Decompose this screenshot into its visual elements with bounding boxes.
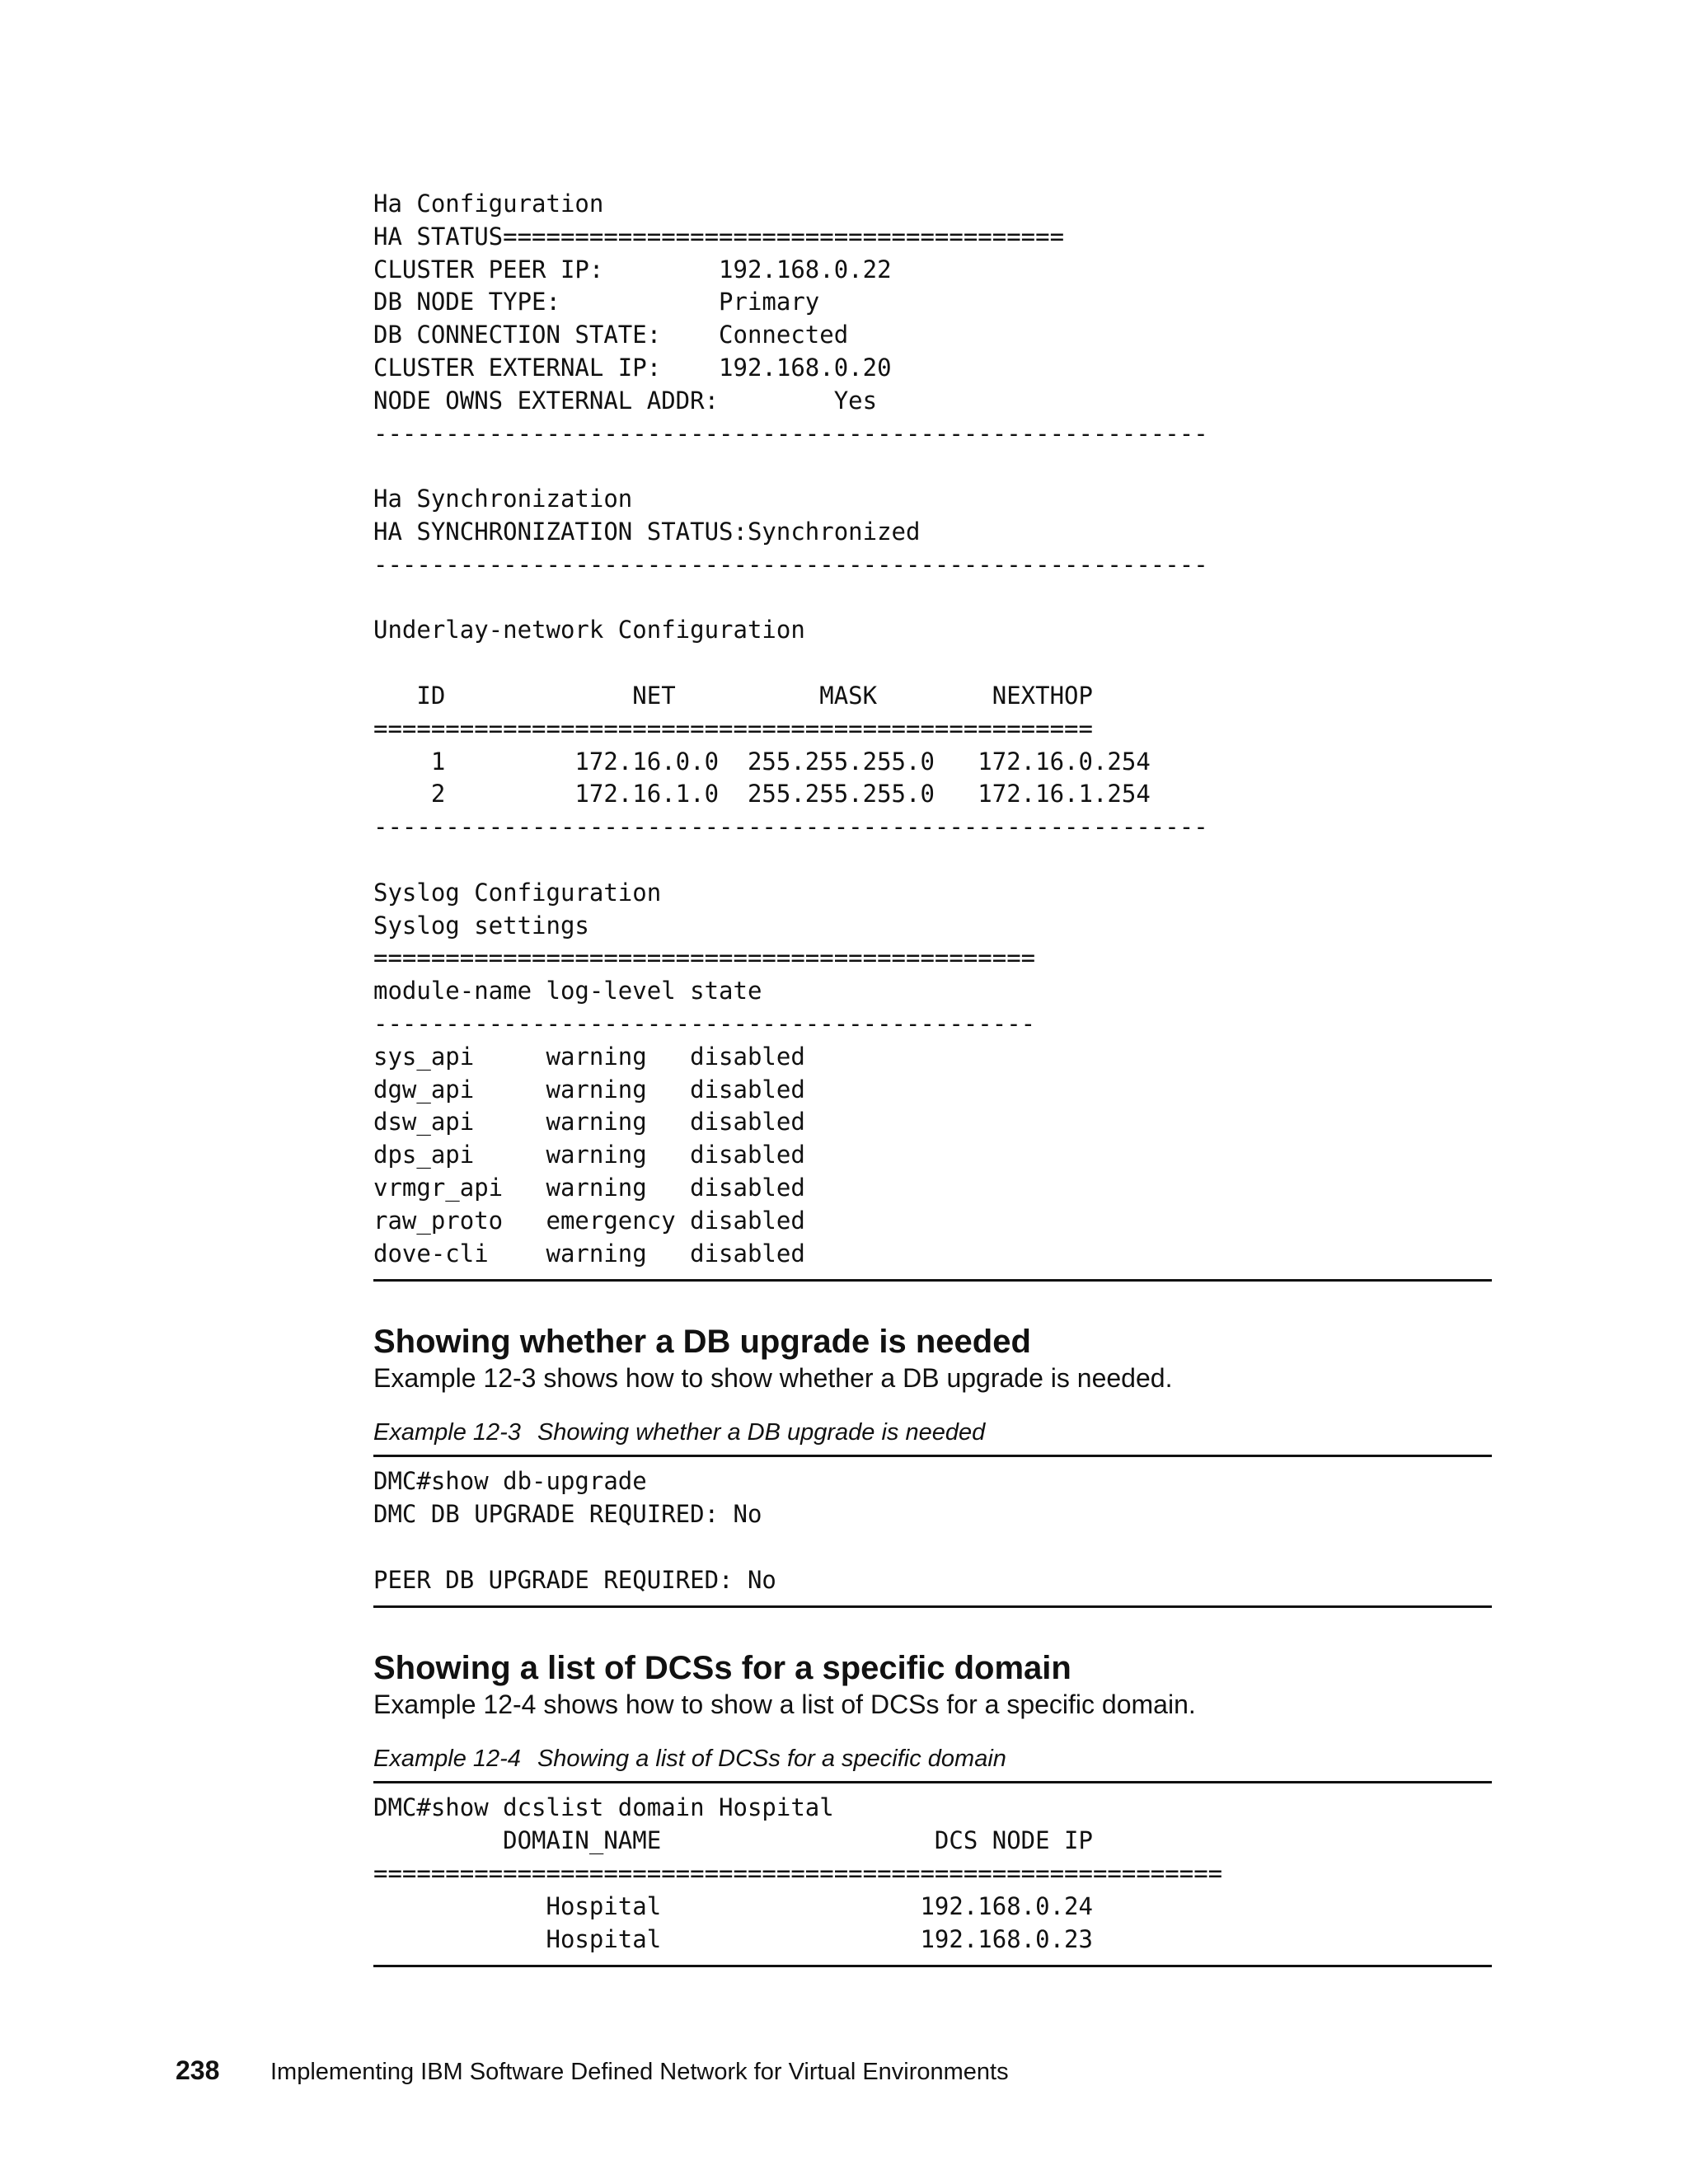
example-bottom-rule [373, 1965, 1492, 1967]
caption-title: Showing whether a DB upgrade is needed [537, 1419, 986, 1446]
example-caption-12-4 [373, 1744, 1492, 1774]
caption-label: Example 12-4 [373, 1746, 521, 1773]
code-block-dcs-list: DMC#show dcslist domain Hospital DOMAIN_NAME DCS NODE IP =========================================================== Hospital 192.168.0.24 Hospital 192.168.0.23 [373, 1793, 1223, 1953]
page-content [373, 188, 1492, 1967]
code-block-db-upgrade: DMC#show db-upgrade DMC DB UPGRADE REQUIRED: No PEER DB UPGRADE REQUIRED: No [373, 1467, 776, 1594]
section-body-dcs-list: Example 12-4 shows how to show a list of DCSs for a specific domain. [373, 1690, 1196, 1720]
example-caption-12-3 [373, 1418, 1492, 1447]
book-title: Implementing IBM Software Defined Network for Virtual Environments [270, 2059, 1009, 2085]
page-number: 238 [176, 2055, 220, 2085]
code-block-configuration: Ha Configuration HA STATUS======================================= CLUSTER PEER IP: 192.168.0.22 DB NODE TYPE: Primary DB CONNECTION STATE: Connected CLUSTER EXTERNAL IP: 192.168.0.20 NODE OWNS EXTERNAL ADDR: Yes ---------------------------------------------------------- Ha Synchronization HA SYNCHRONIZATION STATUS:Synchronized ---------------------------------------------------------- Underlay-network Configuration ID NET MASK NEXTHOP ================================================== 1 172.16.0.0 255.255.255.0 172.16.0.254 2 172.16.1.0 255.255.255.0 172.16.1.254 ---------------------------------------------------------- Syslog Configuration Syslog settings ============================================== module-name log-level state ---------------------------------------------- sys_api warning disabled dgw_api warning disabled dsw_api warning disabled dps_api warning disabled vrmgr_api warning disabled raw_proto emergency disabled dove-cli warning disabled [373, 190, 1208, 1268]
section-heading-db-upgrade: Showing whether a DB upgrade is needed [373, 1324, 1031, 1361]
section-heading-dcs-list: Showing a list of DCSs for a specific domain [373, 1650, 1071, 1687]
section-body-db-upgrade: Example 12-3 shows how to show whether a DB upgrade is needed. [373, 1363, 1173, 1394]
page-footer [176, 2055, 1009, 2087]
caption-label: Example 12-3 [373, 1419, 521, 1446]
caption-title: Showing a list of DCSs for a specific domain [537, 1746, 1006, 1773]
